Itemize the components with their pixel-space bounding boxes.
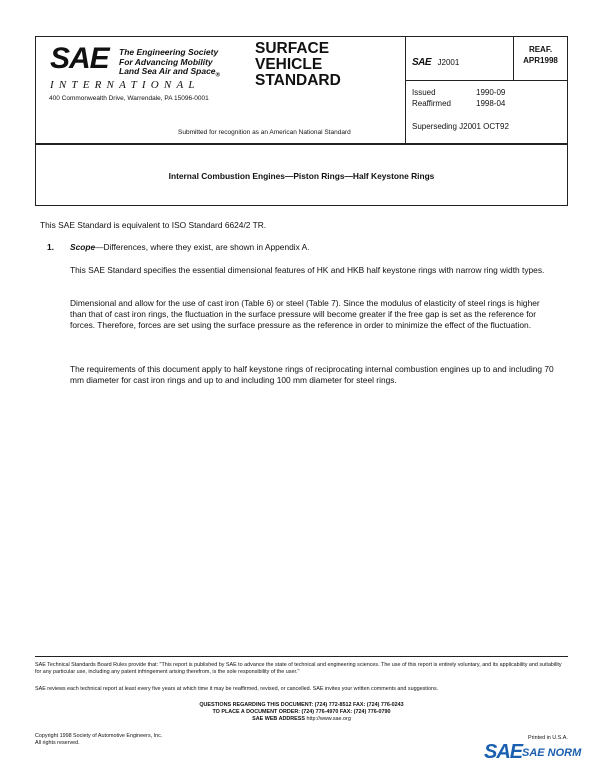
- doc-sae-logo: SAE: [412, 57, 432, 68]
- standard-type: [255, 41, 341, 89]
- intro-paragraph: This SAE Standard is equivalent to ISO Standard 6624/2 TR.: [40, 220, 267, 230]
- superseding: Superseding J2001 OCT92: [412, 122, 509, 131]
- sae-logo: SAE: [50, 42, 109, 75]
- header-divider-3: [405, 80, 568, 81]
- recognition-note: Submitted for recognition as an American National Standard: [178, 129, 351, 136]
- section-1-text: —Differences, where they exist, are shown in Appendix A.: [95, 242, 310, 252]
- issued-label: Issued: [412, 88, 436, 97]
- sae-norm-mark: SAE: [484, 741, 523, 763]
- issued-date: 1990-09: [476, 88, 506, 97]
- policy-text-1: SAE Technical Standards Board Rules provide that: "This report is published by SAE to advance the state of technical and engineering sciences. The use of this report is entirely voluntary, and its applicability and suitability for any particular use, including any patent infringement arising therefrom, is the sole responsibility of the user.": [35, 662, 562, 675]
- tagline-line-3: Land Sea Air and Space: [119, 66, 216, 76]
- scope-paragraph-1: This SAE Standard specifies the essential dimensional features of HK and HKB half keystone rings with narrow ring width types.: [70, 265, 545, 275]
- web-label: SAE WEB ADDRESS: [252, 715, 305, 722]
- doc-number: [412, 52, 459, 70]
- document-title: Internal Combustion Engines—Piston Rings—Half Keystone Rings: [168, 171, 435, 181]
- reaffirmed-label: Reaffirmed: [412, 99, 451, 108]
- sae-norm-text: SAE NORM: [522, 747, 582, 759]
- section-1-heading: [70, 242, 560, 253]
- status-label: REAF.: [528, 45, 553, 54]
- section-1-label: Scope: [70, 242, 96, 252]
- sae-norm-logo: [484, 741, 600, 774]
- standard-type-line-3: STANDARD: [255, 72, 341, 89]
- sae-tagline: [119, 48, 220, 81]
- scope-paragraph-2: Dimensional and allow for the use of cast iron (Table 6) or steel (Table 7). Since the modulus of elasticity of steel rings is higher than that of cast iron rings, the fluctuation in the surface pressure will become greater if the free gap is set as the reference for forces. Therefore, forces are set using the surface pressure as the reference in order to minimize the effect of the fluctuation.: [70, 298, 540, 330]
- standard-type-line-1: SURFACE: [255, 40, 330, 57]
- contact-block: [35, 702, 568, 722]
- standard-type-line-2: VEHICLE: [255, 56, 323, 73]
- rights: All rights reserved.: [35, 740, 80, 746]
- reaffirmed-date: 1998-04: [476, 99, 506, 108]
- footer-rule: [35, 656, 568, 657]
- international-wordmark: INTERNATIONAL: [50, 79, 200, 91]
- scope-paragraph-3: The requirements of this document apply to half keystone rings of reciprocating internal combustion engines up to and including 70 mm diameter for cast iron rings and up to and including 100 mm diameter for steel rings.: [70, 364, 554, 385]
- order-line: TO PLACE A DOCUMENT ORDER: (724) 776-4970 FAX: (724) 776-0790: [212, 708, 391, 715]
- policy-text-2: SAE reviews each technical report at least every five years at which time it may be reaffirmed, revised, or cancelled. SAE invites your written comments and suggestions.: [35, 686, 439, 692]
- web-url[interactable]: http://www.sae.org: [306, 715, 351, 722]
- status-date: APR1998: [523, 56, 558, 65]
- sae-address: 400 Commonwealth Drive, Warrendale, PA 15096-0001: [49, 95, 209, 102]
- header-divider-1: [405, 36, 406, 144]
- section-1-number: 1.: [47, 242, 54, 252]
- tagline-line-1: The Engineering Society: [119, 47, 219, 57]
- tagline-line-2: For Advancing Mobility: [119, 56, 213, 67]
- status-cell: [513, 44, 568, 66]
- copyright: Copyright 1998 Society of Automotive Engineers, Inc.: [35, 733, 163, 739]
- doc-number-text: J2001: [437, 58, 460, 67]
- questions-line: QUESTIONS REGARDING THIS DOCUMENT: (724) 772-8512 FAX: (724) 776-0243: [199, 702, 404, 708]
- printed-in: Printed in U.S.A.: [528, 735, 568, 741]
- registered-mark: ®: [215, 72, 220, 79]
